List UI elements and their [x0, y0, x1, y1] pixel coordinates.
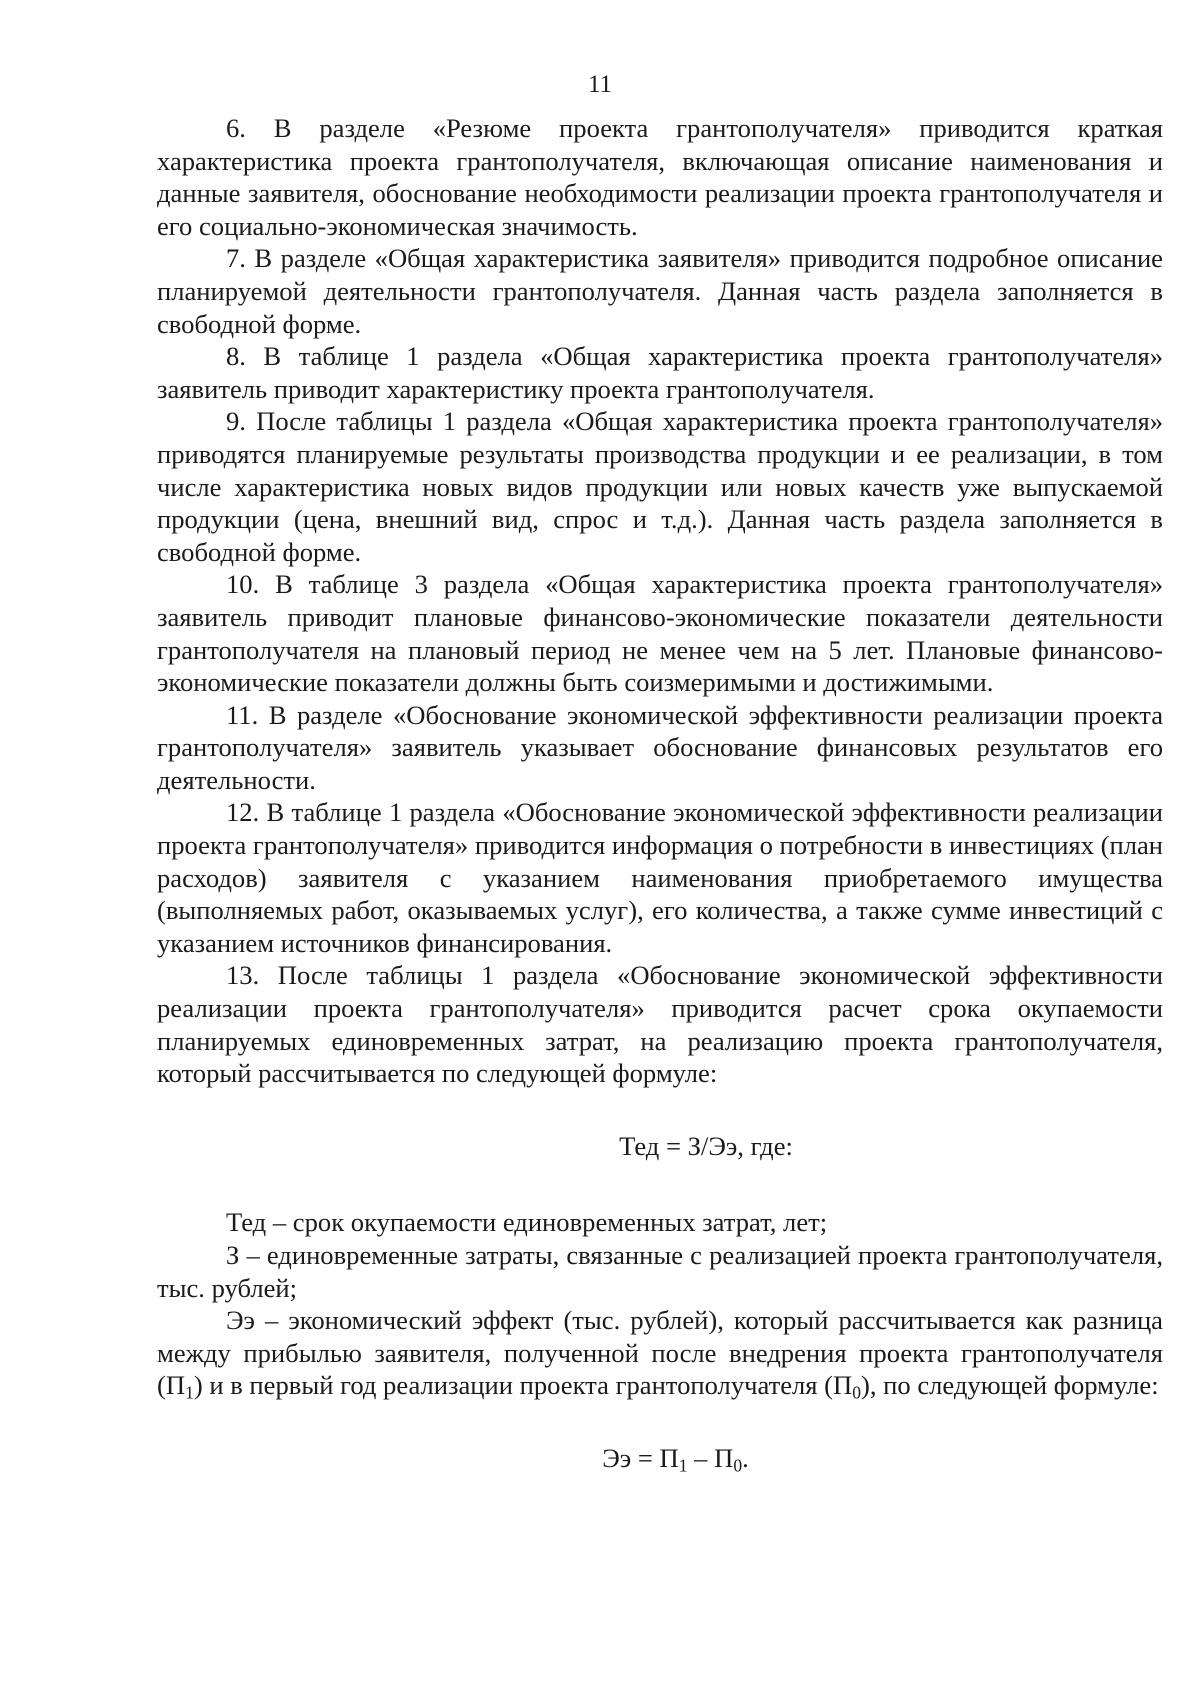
- paragraph-12: 12. В таблице 1 раздела «Обоснование экономической эффективности реализации проекта грантополучателя» приводится информация о потребности в инвестициях (план расходов) заявителя с указанием наименования приобретаемого имущества (выполняемых работ, оказываемых услуг), его количества, а также сумме инвестиций с указанием источников финансирования.: [157, 797, 1164, 958]
- definition-ee-part-2: ) и в первый год реализации проекта грантополучателя (П: [193, 1370, 853, 1401]
- definition-ee-part-1: Ээ – экономический эффект (тыс. рублей), который рассчитывается как разница между прибылью заявителя, полученной после внедрения проекта грантополучателя (П: [157, 1305, 1163, 1401]
- paragraph-11: 11. В разделе «Обоснование экономической эффективности реализации проекта грантополучателя» заявитель указывает обоснование финансовых результатов его деятельности.: [157, 699, 1163, 795]
- formula-2-left: Ээ = П: [602, 1442, 679, 1473]
- economic-effect-formula: [157, 1442, 1163, 1475]
- definition-ted: Тед – срок окупаемости единовременных затрат, лет;: [226, 1207, 828, 1238]
- paragraph-6: 6. В разделе «Резюме проекта грантополучателя» приводится краткая характеристика проекта грантополучателя, включающая описание наименования и данные заявителя, обоснование необходимости реализации проекта грантополучателя и его социально-экономическая значимость.: [157, 113, 1163, 241]
- payback-formula: Тед = З/Ээ, где:: [619, 1130, 793, 1161]
- formula-2-middle: – П: [687, 1442, 734, 1473]
- paragraph-9: 9. После таблицы 1 раздела «Общая характеристика проекта грантополучателя» приводятся планируемые результаты производства продукции и ее реализации, в том числе характеристика новых видов продукции или новых качеств уже выпускаемой продукции (цена, внешний вид, спрос и т.д.). Данная часть раздела заполняется в свободной форме.: [157, 406, 1163, 567]
- definition-z: З – единовременные затраты, связанные с реализацией проекта грантополучателя, тыс. рублей;: [157, 1240, 1163, 1303]
- document-body: [157, 112, 1163, 1475]
- paragraph-13: 13. После таблицы 1 раздела «Обоснование экономической эффективности реализации проекта грантополучателя» приводится расчет срока окупаемости планируемых единовременных затрат, на реализацию проекта грантополучателя, который рассчитывается по следующей формуле:: [157, 960, 1163, 1089]
- paragraph-10: 10. В таблице 3 раздела «Общая характеристика проекта грантополучателя» заявитель приводит плановые финансово-экономические показатели деятельности грантополучателя на плановый период не менее чем на 5 лет. Плановые финансово-экономические показатели должны быть соизмеримыми и достижимыми.: [157, 569, 1163, 698]
- formula-2-end: .: [742, 1442, 749, 1473]
- subscript-1: 1: [185, 1382, 194, 1403]
- formula-2-subscript-1: 1: [678, 1455, 688, 1476]
- paragraph-7: 7. В разделе «Общая характеристика заявителя» приводится подробное описание планируемой деятельности грантополучателя. Данная часть раздела заполняется в свободной форме.: [157, 243, 1163, 339]
- page-number: 11: [587, 71, 613, 98]
- formula-2-subscript-0: 0: [733, 1455, 743, 1476]
- definition-ee: [157, 1304, 1163, 1402]
- paragraph-8: 8. В таблице 1 раздела «Общая характеристика проекта грантополучателя» заявитель приводит характеристику проекта грантополучателя.: [157, 341, 1163, 404]
- subscript-0: 0: [852, 1382, 862, 1403]
- definition-ee-part-3: ), по следующей формуле:: [861, 1370, 1159, 1401]
